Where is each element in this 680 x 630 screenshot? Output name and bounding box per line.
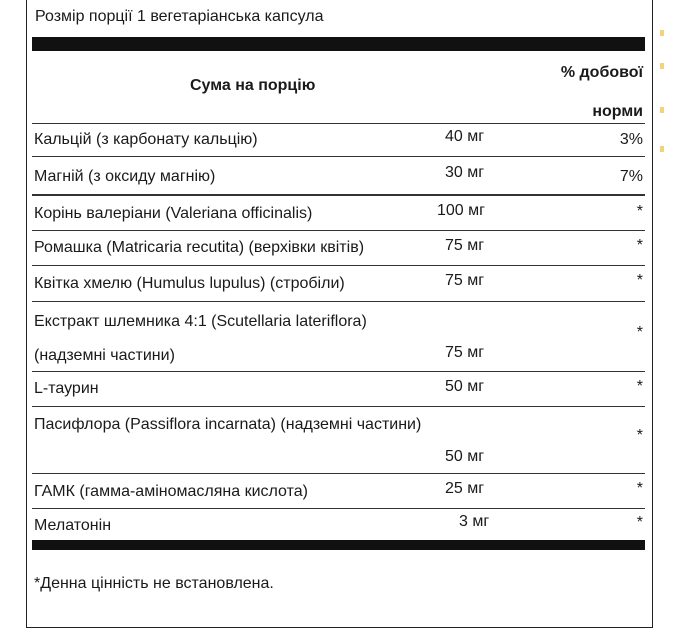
ingredient-name: Мелатонін xyxy=(34,517,112,534)
ingredient-daily-value: * xyxy=(636,237,643,254)
ingredient-daily-value: * xyxy=(636,203,643,220)
ingredient-name: Корінь валеріани (Valeriana officinalis) xyxy=(34,205,313,222)
nutrient-daily-value: 7% xyxy=(619,168,643,185)
nutrient-name: Кальцій (з карбонату кальцію) xyxy=(34,131,258,148)
ingredient-name: Квітка хмелю (Humulus lupulus) (стробіли) xyxy=(34,275,345,292)
nutrient-name: Магній (з оксиду магнію) xyxy=(34,168,216,185)
ingredient-name: L-таурин xyxy=(34,380,99,397)
serving-size: Розмір порції 1 вегетаріанська капсула xyxy=(35,8,324,25)
nutrient-daily-value: 3% xyxy=(619,131,643,148)
ingredient-amount: 25 мг xyxy=(445,480,485,497)
ingredient-amount: 75 мг xyxy=(445,237,485,254)
ingredient-daily-value: * xyxy=(636,427,643,444)
nutrient-amount: 30 мг xyxy=(445,164,485,181)
bottom-divider-bar xyxy=(32,540,645,550)
edge-mark xyxy=(660,30,664,36)
ingredient-amount: 50 мг xyxy=(445,448,485,465)
amount-per-serving-header: Сума на порцію xyxy=(190,77,316,94)
supplement-facts-panel xyxy=(26,0,653,628)
daily-value-header-line1: % добової xyxy=(560,64,643,81)
ingredient-amount: 100 мг xyxy=(437,202,485,219)
nutrient-amount: 40 мг xyxy=(445,128,485,145)
ingredient-name-line2: (надземні частини) xyxy=(34,347,175,364)
row-divider xyxy=(32,508,645,509)
row-divider xyxy=(32,406,645,407)
ingredient-amount: 75 мг xyxy=(445,272,485,289)
ingredient-daily-value: * xyxy=(636,480,643,497)
row-divider xyxy=(32,371,645,372)
row-divider xyxy=(32,265,645,266)
row-divider xyxy=(32,194,645,196)
row-divider xyxy=(32,473,645,474)
row-divider xyxy=(32,301,645,302)
edge-mark xyxy=(660,107,664,113)
top-divider-bar xyxy=(32,37,645,51)
row-divider xyxy=(32,230,645,231)
ingredient-amount: 50 мг xyxy=(445,378,485,395)
daily-value-header-line2: норми xyxy=(592,103,643,120)
edge-mark xyxy=(660,146,664,152)
ingredient-daily-value: * xyxy=(636,514,643,531)
ingredient-amount: 75 мг xyxy=(445,344,485,361)
ingredient-name: ГАМК (гамма-аміномасляна кислота) xyxy=(34,483,308,500)
footnote: *Денна цінність не встановлена. xyxy=(34,575,274,592)
ingredient-name: Ромашка (Matricaria recutita) (верхівки квітів) xyxy=(34,239,365,256)
ingredient-name: Пасифлора (Passiflora incarnata) (надземні частини) xyxy=(34,416,422,433)
ingredient-name-line1: Екстракт шлемника 4:1 (Scutellaria lateriflora) xyxy=(34,313,367,330)
header-divider xyxy=(32,123,645,124)
ingredient-amount: 3 мг xyxy=(459,513,490,530)
ingredient-daily-value: * xyxy=(636,324,643,341)
edge-mark xyxy=(660,63,664,69)
ingredient-daily-value: * xyxy=(636,272,643,289)
ingredient-daily-value: * xyxy=(636,378,643,395)
row-divider xyxy=(32,156,645,157)
